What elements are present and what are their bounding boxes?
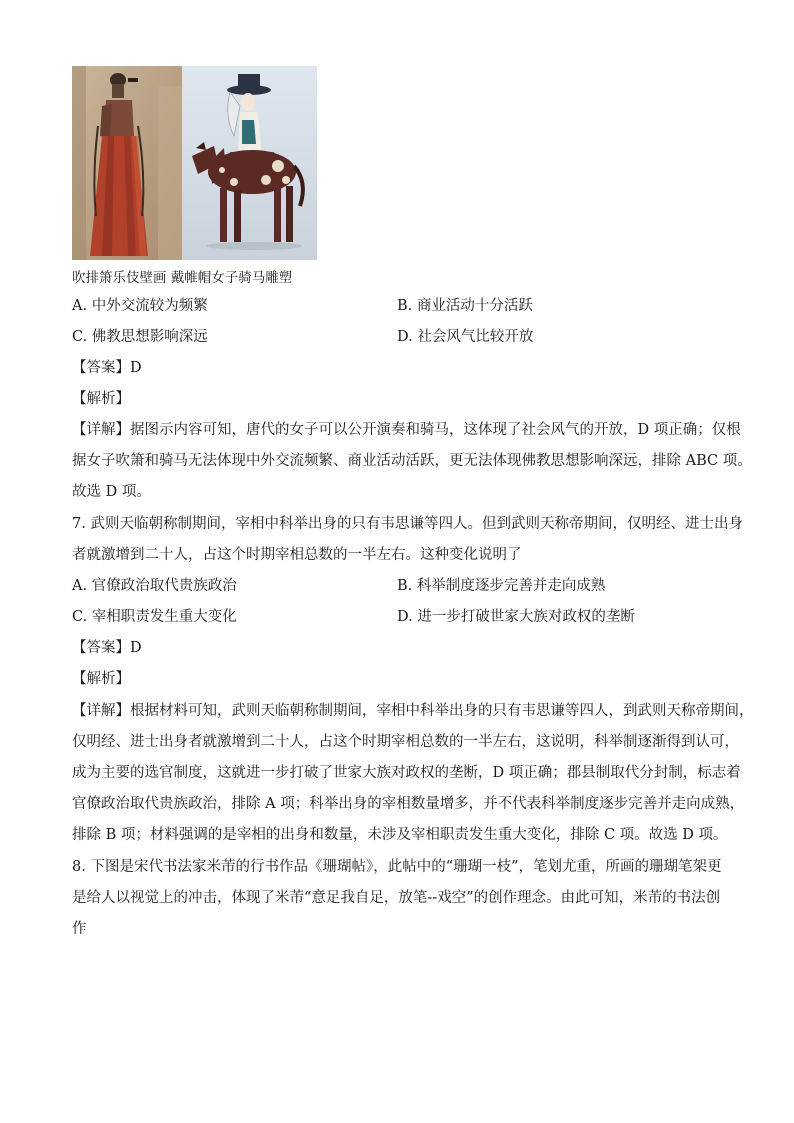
q7-analysis-label: 【解析】 — [72, 671, 130, 687]
q7-detail-line: 仅明经、进士出身者就激增到二十人，占这个时期宰相总数的一半左右，这说明，科举制逐渐得到认可， — [72, 734, 739, 750]
q6-option-d: D. 社会风气比较开放 — [397, 329, 534, 345]
q8-stem-line: 是给人以视觉上的冲击，体现了米芾“意足我自足，放笔--戏空”的创作理念。由此可知，米芾的书法创 — [72, 890, 721, 906]
q7-option-d: D. 进一步打破世家大族对政权的垄断 — [397, 609, 635, 625]
q6-detail-line: 故选 D 项。 — [72, 484, 151, 500]
q7-option-a: A. 官僚政治取代贵族政治 — [72, 578, 237, 594]
q7-detail-line: 【详解】根据材料可知，武则天临朝称制期间，宰相中科举出身的只有韦思谦等四人，到武则天称帝期间， — [72, 703, 754, 719]
q7-stem-line: 7. 武则天临朝称制期间，宰相中科举出身的只有韦思谦等四人。但到武则天称帝期间，仅明经、进士出身 — [72, 516, 743, 532]
figure-caption: 吹排箫乐伎壁画 戴帷帽女子骑马雕塑 — [72, 270, 293, 286]
q7-detail-line: 排除 B 项；材料强调的是宰相的出身和数量，未涉及宰相职责发生重大变化，排除 C 项。故选 D 项。 — [72, 827, 728, 843]
q6-analysis-label: 【解析】 — [72, 391, 130, 407]
q7-detail-line: 官僚政治取代贵族政治，排除 A 项；科举出身的宰相数量增多，并不代表科举制度逐步完善并走向成熟， — [72, 796, 745, 812]
q6-option-c: C. 佛教思想影响深远 — [72, 329, 208, 345]
mural-illustration — [72, 66, 182, 260]
q6-detail-line: 据女子吹箫和骑马无法体现中外交流频繁、商业活动活跃，更无法体现佛教思想影响深远，排除 ABC 项。 — [72, 453, 752, 469]
q6-option-a: A. 中外交流较为频繁 — [72, 298, 208, 314]
q8-stem-line: 8. 下图是宋代书法家米芾的行书作品《珊瑚帖》，此帖中的“珊瑚一枝”，笔划尤重，所画的珊瑚笔架更 — [72, 859, 722, 875]
sculpture-image — [182, 66, 317, 260]
q7-option-c: C. 宰相职责发生重大变化 — [72, 609, 237, 625]
q7-stem-line: 者就激增到二十人，占这个时期宰相总数的一半左右。这种变化说明了 — [72, 547, 522, 563]
q6-option-b: B. 商业活动十分活跃 — [397, 298, 533, 314]
q7-answer: 【答案】D — [72, 640, 142, 656]
q7-option-b: B. 科举制度逐步完善并走向成熟 — [397, 578, 606, 594]
sculpture-illustration — [182, 66, 317, 260]
q6-answer: 【答案】D — [72, 360, 142, 376]
q7-detail-line: 成为主要的选官制度，这就进一步打破了世家大族对政权的垄断，D 项正确；郡县制取代分封制，标志着 — [72, 765, 741, 781]
mural-image — [72, 66, 182, 260]
q8-stem-line: 作 — [72, 921, 87, 937]
q6-detail-line: 【详解】据图示内容可知，唐代的女子可以公开演奏和骑马，这体现了社会风气的开放，D 项正确；仅根 — [72, 422, 741, 438]
